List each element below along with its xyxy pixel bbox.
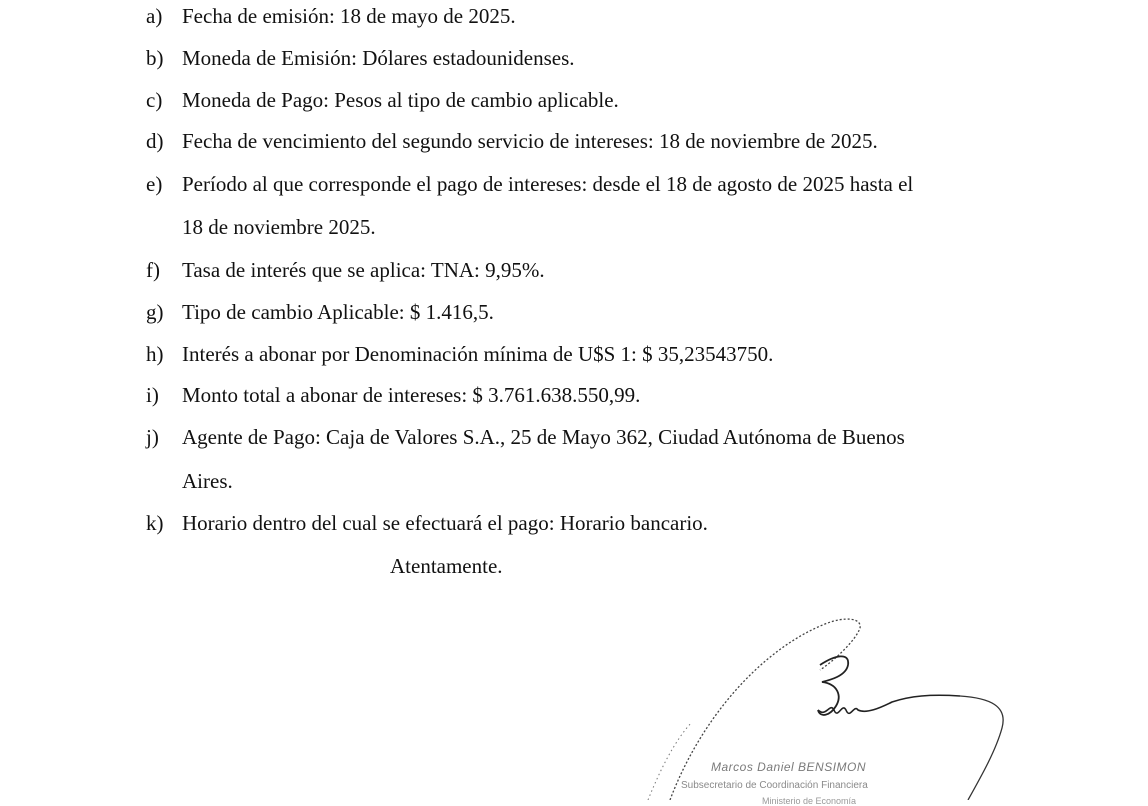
list-marker: e) [146,172,163,196]
list-item-text: Interés a abonar por Denominación mínima de U$S 1: $ 35,23543750. [182,342,774,366]
list-item-i [146,385,640,406]
list-item-a [146,6,516,27]
list-item-e [146,174,913,195]
list-marker: d) [146,129,164,153]
list-item-text: Fecha de vencimiento del segundo servicio de intereses: 18 de noviembre de 2025. [182,129,878,153]
list-marker: j) [146,425,159,449]
list-item-text: Tasa de interés que se aplica: TNA: 9,95%. [182,258,545,282]
list-marker: g) [146,300,164,324]
list-item-j [146,427,905,448]
list-item-text: Agente de Pago: Caja de Valores S.A., 25 de Mayo 362, Ciudad Autónoma de Buenos [182,425,905,449]
signatory-title: Subsecretario de Coordinación Financiera [681,780,868,791]
list-item-text: Horario dentro del cual se efectuará el pago: Horario bancario. [182,511,708,535]
list-item-k [146,513,708,534]
list-marker: b) [146,46,164,70]
list-item-e-continuation: 18 de noviembre 2025. [182,215,376,239]
list-item-f [146,260,545,281]
list-item-b [146,48,575,69]
list-item-g [146,302,494,323]
list-item-h [146,344,773,365]
list-item-text: Moneda de Pago: Pesos al tipo de cambio aplicable. [182,88,619,112]
list-item-c [146,90,619,111]
list-marker: h) [146,342,164,366]
list-marker: a) [146,4,163,28]
list-marker: k) [146,511,164,535]
list-marker: f) [146,258,160,282]
signatory-name: Marcos Daniel BENSIMON [711,760,867,774]
list-marker: i) [146,383,159,407]
list-item-text: Tipo de cambio Aplicable: $ 1.416,5. [182,300,494,324]
list-item-text: Moneda de Emisión: Dólares estadounidenses. [182,46,575,70]
list-item-text: Período al que corresponde el pago de intereses: desde el 18 de agosto de 2025 hasta el [182,172,914,196]
list-item-text: Fecha de emisión: 18 de mayo de 2025. [182,4,516,28]
list-marker: c) [146,88,163,112]
closing-salutation: Atentamente. [390,554,503,578]
list-item-j-continuation: Aires. [182,469,233,493]
list-item-text: Monto total a abonar de intereses: $ 3.761.638.550,99. [182,383,641,407]
signatory-organization: Ministerio de Economía [762,796,857,806]
list-item-d [146,131,878,152]
